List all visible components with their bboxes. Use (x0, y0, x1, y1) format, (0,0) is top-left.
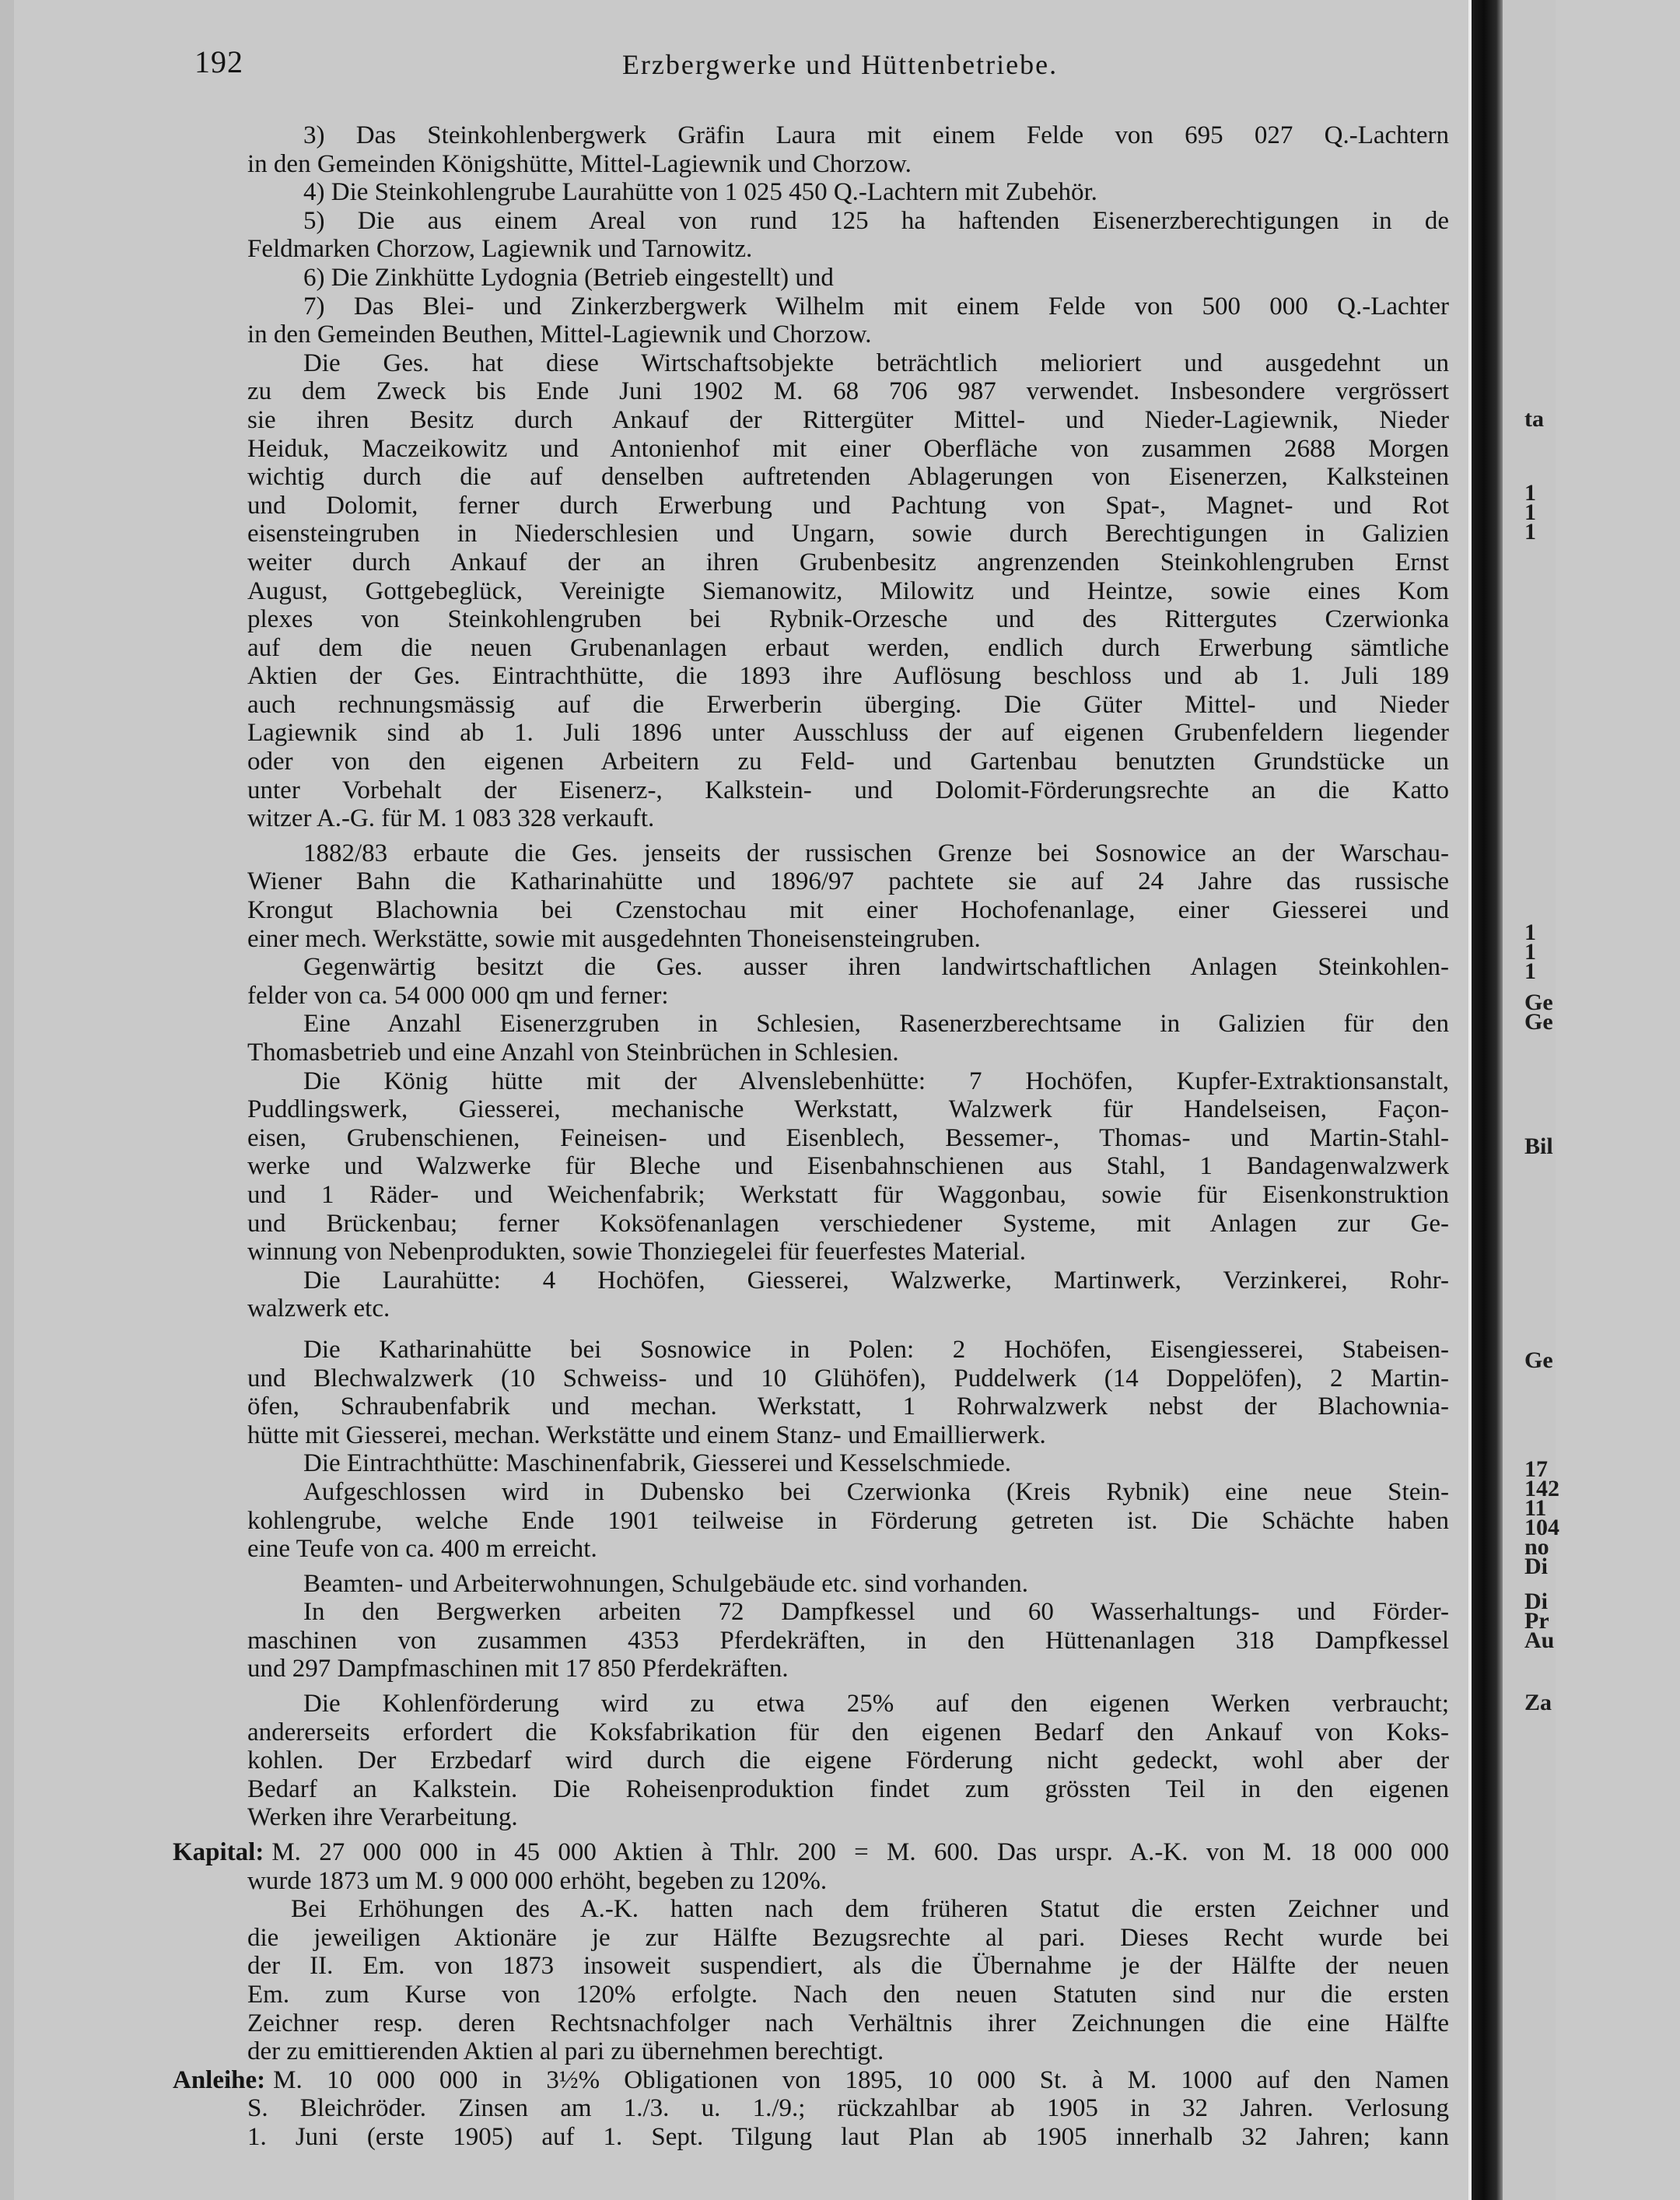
paragraph (247, 839, 1449, 953)
text-line (247, 1746, 1449, 1775)
next-page-fragment: 1 (1524, 920, 1536, 945)
text-line (247, 321, 1449, 349)
line-text: Gegenwärtig besitzt die Ges. ausser ihren landwirtschaftlichen Anlagen Steinkohlen- (303, 953, 1449, 982)
text-line (247, 1449, 1449, 1478)
line-text: weiter durch Ankauf der an ihren Grubenbesitz angrenzenden Steinkohlengruben Ernst (247, 548, 1449, 576)
text-line (247, 634, 1449, 663)
text-line (247, 1294, 1449, 1323)
text-line (247, 1952, 1449, 1981)
line-text: Heiduk, Maczeikowitz und Antonienhof mit einer Oberfläche von zusammen 2688 Morgen (247, 434, 1449, 463)
line-text: Bedarf an Kalkstein. Die Roheisenproduktion findet zum grössten Teil in den eigenen (247, 1774, 1449, 1803)
line-text: August, Gottgebeglück, Vereinigte Siemanowitz, Milowitz und Heintze, sowie eines Kom (247, 576, 1449, 605)
paragraph (247, 1266, 1449, 1323)
line-text: Em. zum Kurse von 120% erfolgte. Nach den neuen Statuten sind nur die ersten (247, 1981, 1449, 2009)
text-line (247, 748, 1449, 776)
line-text: einer mech. Werkstätte, sowie mit ausgedehnten Thoneisensteingruben. (247, 924, 981, 953)
line-text: Eine Anzahl Eisenerzgruben in Schlesien, Rasenerzberechtsame in Galizien für den (303, 1010, 1449, 1039)
text-line (247, 1421, 1449, 1450)
text-line (247, 293, 1449, 321)
text-line (247, 121, 1449, 150)
text-line (247, 406, 1449, 435)
line-text: Die König hütte mit der Alvenslebenhütte: 7 Hochöfen, Kupfer-Extraktionsanstalt, (303, 1067, 1449, 1095)
book-gutter (1472, 0, 1503, 2200)
text-line (247, 1981, 1449, 2009)
line-text: winnung von Nebenprodukten, sowie Thonziegelei für feuerfestes Material. (247, 1238, 1026, 1266)
text-line (247, 1718, 1449, 1747)
line-text: hütte mit Giesserei, mechan. Werkstätte und einem Stanz- und Emaillierwerk. (247, 1421, 1046, 1449)
section-anleihe (173, 2066, 1449, 2152)
text-line (247, 235, 1449, 264)
text-line (247, 1010, 1449, 1039)
text-line (247, 178, 1449, 207)
line-text: auf dem die neuen Grubenanlagen erbaut werden, endlich durch Erwerbung sämtliche (247, 633, 1449, 662)
line-text: In den Bergwerken arbeiten 72 Dampfkessel und 60 Wasserhaltungs- und Förder- (303, 1598, 1449, 1627)
line-text: eine Teufe von ca. 400 m erreicht. (247, 1535, 597, 1564)
text-line (247, 1364, 1449, 1393)
section-kapital (173, 1838, 1449, 1895)
text-line (247, 150, 1449, 179)
text-line (247, 1478, 1449, 1507)
text-line (247, 1039, 1449, 1067)
line-text: 3) Das Steinkohlenbergwerk Gräfin Laura mit einem Felde von 695 027 Q.-Lachtern (303, 121, 1449, 149)
line-text: witzer A.-G. für M. 1 083 328 verkauft. (247, 804, 655, 833)
next-page-fragment: 104 (1524, 1515, 1559, 1540)
paragraph (247, 1895, 1449, 2066)
line-text: maschinen von zusammen 4353 Pferdekräften, in den Hüttenanlagen 318 Dampfkessel (247, 1626, 1449, 1655)
next-page-fragment: Di (1524, 1589, 1548, 1614)
next-page-fragment: Ge (1524, 990, 1553, 1015)
line-text: und Dolomit, ferner durch Erwerbung und Pachtung von Spat-, Magnet- und Rot (247, 491, 1449, 520)
text-line (247, 1895, 1449, 1924)
line-text: Die Ges. hat diese Wirtschaftsobjekte beträchtlich melioriert und ausgedehnt un (303, 349, 1449, 377)
line-text: Zeichner resp. deren Rechtsnachfolger nach Verhältnis ihrer Zeichnungen die eine Hälfte (247, 2009, 1449, 2037)
paragraph (247, 1690, 1449, 1832)
line-text: oder von den eigenen Arbeitern zu Feld- und Gartenbau benutzten Grundstücke un (247, 748, 1449, 776)
paragraph (247, 121, 1449, 178)
line-text: S. Bleichröder. Zinsen am 1./3. u. 1./9.; rückzahlbar ab 1905 in 32 Jahren. Verlosung (247, 2094, 1449, 2123)
text-line (247, 605, 1449, 634)
next-page-fragment: 11 (1524, 1495, 1547, 1521)
paragraph (247, 1570, 1449, 1599)
line-text: andererseits erfordert die Koksfabrikation für den eigenen Bedarf den Ankauf von Koks- (247, 1718, 1449, 1746)
text-line (247, 1266, 1449, 1295)
text-line (247, 435, 1449, 464)
text-line (247, 1690, 1449, 1718)
line-text: wichtig durch die auf denselben auftretenden Ablagerungen von Eisenerzen, Kalksteinen (247, 463, 1449, 492)
text-line (247, 1803, 1449, 1832)
paragraph (247, 1478, 1449, 1564)
paragraph (247, 1449, 1449, 1478)
line-text: in den Gemeinden Beuthen, Mittel-Lagiewnik und Chorzow. (247, 321, 872, 349)
text-line (247, 520, 1449, 548)
line-text: 1882/83 erbaute die Ges. jenseits der russischen Grenze bei Sosnowice an der Warschau- (303, 839, 1449, 867)
next-page-fragment: 1 (1524, 958, 1536, 984)
line-text: der zu emittierenden Aktien al pari zu übernehmen berechtigt. (247, 2037, 884, 2066)
text-line (247, 867, 1449, 896)
text-line (247, 839, 1449, 868)
text-line (247, 776, 1449, 805)
text-line (247, 1924, 1449, 1953)
next-page-fragment: ta (1524, 406, 1544, 432)
text-line (247, 1095, 1449, 1124)
paragraph (247, 1336, 1449, 1449)
line-text: die jeweiligen Aktionäre je zur Hälfte Bezugsrechte al pari. Dieses Recht wurde bei (247, 1923, 1449, 1952)
line-text: felder von ca. 54 000 000 qm und ferner: (247, 981, 669, 1010)
line-text: werke und Walzwerke für Bleche und Eisenbahnschienen aus Stahl, 1 Bandagenwalzwerk (247, 1152, 1449, 1181)
line-text: eisen, Grubenschienen, Feineisen- und Eisenblech, Bessemer-, Thomas- und Martin-Stahl- (247, 1123, 1449, 1152)
paragraph (247, 953, 1449, 1010)
paragraph (247, 293, 1449, 349)
line-text: Die Laurahütte: 4 Hochöfen, Giesserei, Walzwerke, Martinwerk, Verzinkerei, Rohr- (303, 1266, 1449, 1294)
line-text: 4) Die Steinkohlengrube Laurahütte von 1 025 450 Q.-Lachtern mit Zubehör. (303, 178, 1097, 207)
next-page-fragment: no (1524, 1534, 1549, 1560)
next-page-fragment: Di (1524, 1554, 1548, 1579)
text-line (173, 2066, 1449, 2095)
next-page-fragment: Za (1524, 1690, 1552, 1715)
line-text: Werken ihre Verarbeitung. (247, 1803, 518, 1832)
text-line (247, 1598, 1449, 1627)
text-line (247, 463, 1449, 492)
line-text: sie ihren Besitz durch Ankauf der Rittergüter Mittel- und Nieder-Lagiewnik, Nieder (247, 405, 1449, 434)
line-text: M. 10 000 000 in 3½% Obligationen von 1895, 10 000 St. à M. 1000 auf den Namen (273, 2065, 1449, 2094)
text-line (247, 1124, 1449, 1153)
line-text: M. 27 000 000 in 45 000 Aktien à Thlr. 200 = M. 600. Das urspr. A.-K. von M. 18 000 000 (271, 1838, 1449, 1867)
text-line (247, 1775, 1449, 1804)
text-line (247, 349, 1449, 378)
line-text: 6) Die Zinkhütte Lydognia (Betrieb eingestellt) und (303, 263, 834, 292)
line-text: Die Eintrachthütte: Maschinenfabrik, Giesserei und Kesselschmiede. (303, 1449, 1011, 1478)
text-line (247, 1570, 1449, 1599)
section-label: Anleihe: (173, 2065, 266, 2094)
line-text: Bei Erhöhungen des A.-K. hatten nach dem früheren Statut die ersten Zeichner und (291, 1895, 1449, 1924)
text-line (173, 2123, 1449, 2152)
line-text: plexes von Steinkohlengruben bei Rybnik-Orzesche und des Rittergutes Czerwionka (247, 605, 1449, 634)
running-head-title: Erzbergwerke und Hüttenbetriebe. (621, 49, 1059, 80)
line-text: und 297 Dampfmaschinen mit 17 850 Pferdekräften. (247, 1655, 789, 1683)
line-text: eisensteingruben in Niederschlesien und Ungarn, sowie durch Berechtigungen in Galizien (247, 520, 1449, 548)
line-text: Krongut Blachownia bei Czenstochau mit einer Hochofenanlage, einer Giesserei und (247, 896, 1449, 925)
line-text: und Brückenbau; ferner Koksöfenanlagen verschiedener Systeme, mit Anlagen zur Ge- (247, 1209, 1449, 1238)
body-text (173, 121, 1449, 2175)
text-line (173, 2094, 1449, 2123)
next-page-fragment: 142 (1524, 1476, 1559, 1501)
line-text: Thomasbetrieb und eine Anzahl von Steinbrüchen in Schlesien. (247, 1039, 899, 1067)
line-text: und Blechwalzwerk (10 Schweiss- und 10 Glühöfen), Puddelwerk (14 Doppelöfen), 2 Martin- (247, 1364, 1449, 1393)
line-text: der II. Em. von 1873 insoweit suspendiert, als die Übernahme je der Hälfte der neuen (247, 1952, 1449, 1981)
text-line (247, 1507, 1449, 1536)
line-text: 1. Juni (erste 1905) auf 1. Sept. Tilgung laut Plan ab 1905 innerhalb 32 Jahren; kann (247, 2122, 1449, 2151)
next-page-fragment: Pr (1524, 1608, 1549, 1634)
paragraph (247, 207, 1449, 264)
text-line (247, 982, 1449, 1011)
text-line (247, 1210, 1449, 1238)
text-line (247, 1535, 1449, 1564)
line-text: Beamten- und Arbeiterwohnungen, Schulgebäude etc. sind vorhanden. (303, 1569, 1028, 1598)
line-text: Feldmarken Chorzow, Lagiewnik und Tarnowitz. (247, 235, 753, 264)
text-line (247, 925, 1449, 954)
next-page-fragment: 1 (1524, 499, 1536, 525)
text-line (173, 1867, 1449, 1896)
line-text: Wiener Bahn die Katharinahütte und 1896/97 pachtete sie auf 24 Jahre das russische (247, 867, 1449, 896)
next-page-sliver (1503, 0, 1559, 2200)
text-line (247, 662, 1449, 691)
text-line (247, 896, 1449, 925)
text-line (247, 1336, 1449, 1364)
line-text: zu dem Zweck bis Ende Juni 1902 M. 68 706 987 verwendet. Insbesondere vergrössert (247, 377, 1449, 406)
section-label: Kapital: (173, 1838, 264, 1867)
line-text: Lagiewnik sind ab 1. Juli 1896 unter Ausschluss der auf eigenen Grubenfeldern liegender (247, 719, 1449, 748)
paragraph (247, 264, 1449, 293)
next-page-fragment: Au (1524, 1627, 1555, 1653)
paragraph (247, 1067, 1449, 1266)
line-text: wurde 1873 um M. 9 000 000 erhöht, begeben zu 120%. (247, 1866, 828, 1895)
next-page-fragment: Ge (1524, 1347, 1553, 1373)
text-line (247, 1627, 1449, 1655)
line-text: in den Gemeinden Königshütte, Mittel-Lagiewnik und Chorzow. (247, 149, 912, 178)
line-text: kohlen. Der Erzbedarf wird durch die eigene Förderung nicht gedeckt, wohl aber der (247, 1746, 1449, 1775)
text-line (247, 264, 1449, 293)
text-line (247, 377, 1449, 406)
text-line (247, 548, 1449, 577)
line-text: unter Vorbehalt der Eisenerz-, Kalkstein- und Dolomit-Förderungsrechte an die Katto (247, 776, 1449, 804)
text-line (247, 953, 1449, 982)
text-line (247, 207, 1449, 236)
text-line (247, 492, 1449, 520)
page-number: 192 (194, 44, 243, 79)
text-line (247, 1067, 1449, 1096)
paragraph (247, 349, 1449, 833)
line-text: und 1 Räder- und Weichenfabrik; Werkstatt für Waggonbau, sowie für Eisenkonstruktion (247, 1180, 1449, 1209)
text-line (173, 1838, 1449, 1867)
text-line (247, 1655, 1449, 1683)
paragraph (247, 178, 1449, 207)
text-line (247, 804, 1449, 833)
line-text: auch rechnungsmässig auf die Erwerberin überging. Die Güter Mittel- und Nieder (247, 690, 1449, 719)
text-line (247, 577, 1449, 606)
next-page-fragment: Bil (1524, 1133, 1553, 1159)
text-line (247, 691, 1449, 720)
line-text: Aktien der Ges. Eintrachthütte, die 1893 ihre Auflösung beschloss und ab 1. Juli 189 (247, 662, 1449, 691)
text-line (247, 1152, 1449, 1181)
line-text: Die Katharinahütte bei Sosnowice in Polen: 2 Hochöfen, Eisengiesserei, Stabeisen- (303, 1335, 1449, 1364)
line-text: Die Kohlenförderung wird zu etwa 25% auf den eigenen Werken verbraucht; (303, 1690, 1449, 1718)
text-line (247, 719, 1449, 748)
text-line (247, 2009, 1449, 2038)
next-page-fragment: 17 (1524, 1456, 1548, 1482)
text-line (247, 1393, 1449, 1421)
line-text: walzwerk etc. (247, 1294, 390, 1323)
paragraph (247, 1010, 1449, 1067)
next-page-fragment: 1 (1524, 480, 1536, 506)
line-text: kohlengrube, welche Ende 1901 teilweise in Förderung getreten ist. Die Schächte haben (247, 1506, 1449, 1535)
text-line (247, 1238, 1449, 1266)
text-line (247, 2037, 1449, 2066)
paragraph (247, 1598, 1449, 1683)
page-edge (0, 0, 14, 2200)
line-text: Puddlingswerk, Giesserei, mechanische Werkstatt, Walzwerk für Handelseisen, Façon- (247, 1095, 1449, 1124)
line-text: 5) Die aus einem Areal von rund 125 ha haftenden Eisenerzberechtigungen in de (303, 206, 1449, 235)
text-line (247, 1181, 1449, 1210)
line-text: öfen, Schraubenfabrik und mechan. Werkstatt, 1 Rohrwalzwerk nebst der Blachownia- (247, 1393, 1449, 1421)
line-text: Aufgeschlossen wird in Dubensko bei Czerwionka (Kreis Rybnik) eine neue Stein- (303, 1477, 1449, 1506)
next-page-fragment: 1 (1524, 519, 1536, 545)
line-text: 7) Das Blei- und Zinkerzbergwerk Wilhelm mit einem Felde von 500 000 Q.-Lachter (303, 292, 1449, 321)
next-page-fragment: 1 (1524, 939, 1536, 965)
next-page-fragment: Ge (1524, 1009, 1553, 1035)
